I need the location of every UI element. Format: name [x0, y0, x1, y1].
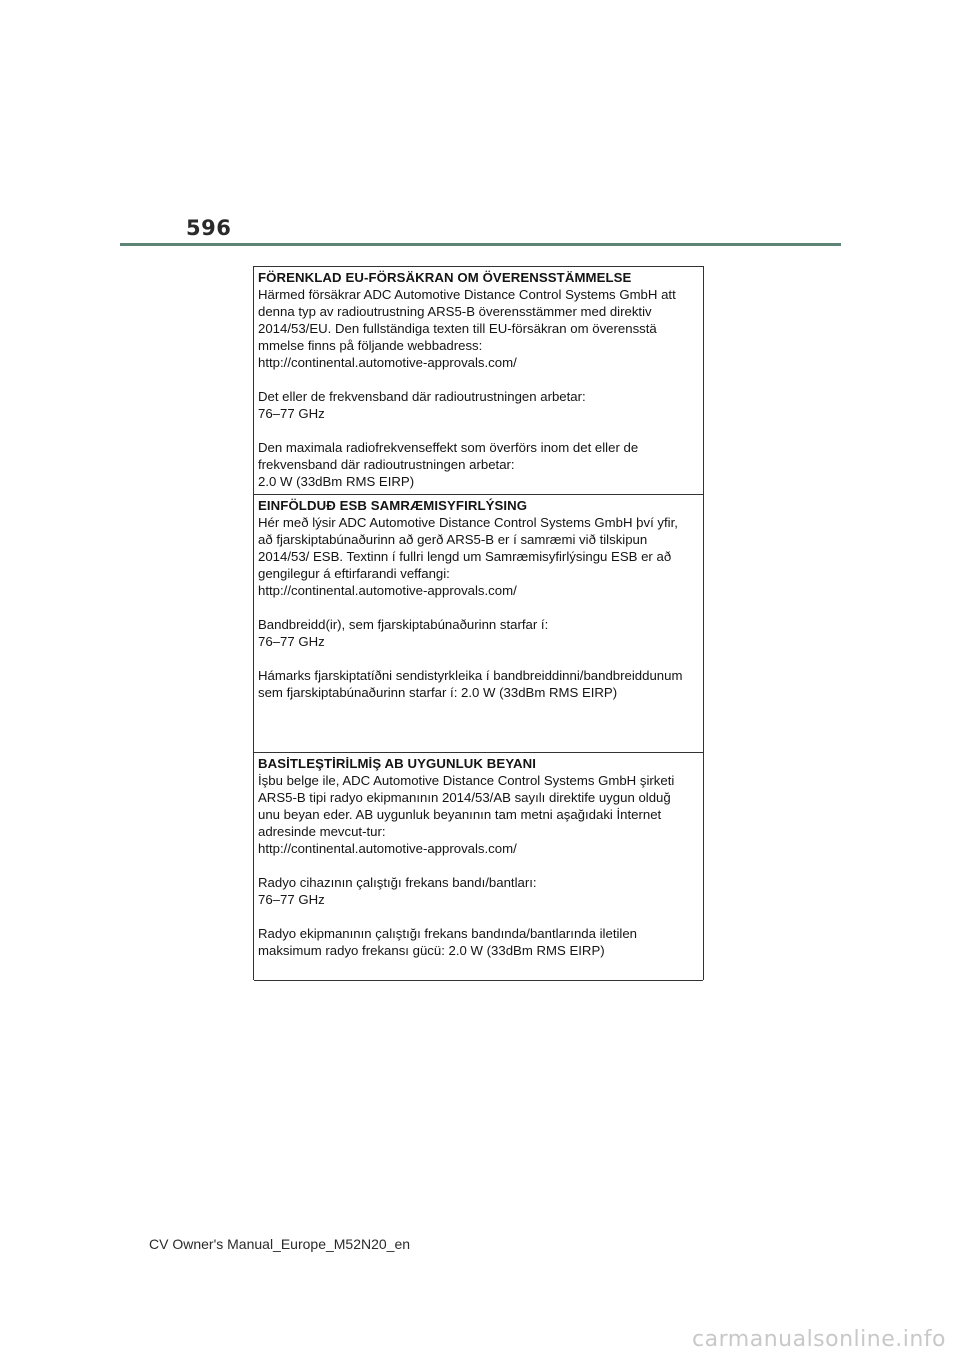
max-power: 2.0 W (33dBm RMS EIRP)	[258, 474, 415, 489]
section-line: mmelse finns på följande webbadress:	[258, 338, 483, 353]
spacer	[258, 908, 699, 925]
section-line: denna typ av radioutrustning ARS5-B överensstämmer med direktiv	[258, 304, 652, 319]
declaration-box	[253, 266, 704, 980]
declaration-section-turkish	[254, 753, 703, 981]
section-line: Det eller de frekvensband där radioutrustningen arbetar:	[258, 389, 586, 404]
spacer	[258, 422, 699, 439]
spacer	[258, 857, 699, 874]
footer-manual-name: CV Owner's Manual_Europe_M52N20_en	[149, 1236, 411, 1252]
spacer	[258, 650, 699, 667]
section-line: Radyo ekipmanının çalıştığı frekans bandında/bantlarında iletilen	[258, 926, 638, 941]
section-line: Hámarks fjarskiptatíðni sendistyrkleika í bandbreiddinni/bandbreiddunum	[258, 668, 683, 683]
section-line: gengilegur á eftirfarandi veffangi:	[258, 566, 450, 581]
section-line: ARS5-B tipi radyo ekipmanının 2014/53/AB sayılı direktife uygun olduğ	[258, 790, 671, 805]
frequency-band: 76–77 GHz	[258, 892, 325, 907]
spacer	[258, 371, 699, 388]
section-line: 2014/53/ ESB. Textinn í fullri lengd um Samræmisyfirlýsingu ESB er að	[258, 549, 672, 564]
section-line: Härmed försäkrar ADC Automotive Distance Control Systems GmbH att	[258, 287, 676, 302]
max-power: maksimum radyo frekansı gücü: 2.0 W (33dBm RMS EIRP)	[258, 943, 605, 958]
section-line: Den maximala radiofrekvenseffekt som överförs inom det eller de	[258, 440, 639, 455]
declaration-section-swedish	[254, 267, 703, 495]
section-line: İşbu belge ile, ADC Automotive Distance Control Systems GmbH şirketi	[258, 773, 675, 788]
header-rule	[120, 243, 841, 246]
section-line: Hér með lýsir ADC Automotive Distance Control Systems GmbH því yfir,	[258, 515, 678, 530]
section-heading: BASİTLEŞTİRİLMİŞ AB UYGUNLUK BEYANI	[258, 756, 537, 771]
section-line: Bandbreidd(ir), sem fjarskiptabúnaðurinn starfar í:	[258, 617, 549, 632]
approval-url: http://continental.automotive-approvals.com/	[258, 355, 517, 370]
section-line: Radyo cihazının çalıştığı frekans bandı/bantları:	[258, 875, 537, 890]
approval-url: http://continental.automotive-approvals.com/	[258, 583, 517, 598]
page-number: 596	[186, 216, 232, 240]
section-heading: FÖRENKLAD EU-FÖRSÄKRAN OM ÖVERENSSTÄMMELSE	[258, 270, 632, 285]
section-line: adresinde mevcut-tur:	[258, 824, 386, 839]
section-line: 2014/53/EU. Den fullständiga texten till EU-försäkran om överensstä	[258, 321, 657, 336]
section-line: unu beyan eder. AB uygunluk beyanının tam metni aşağıdaki İnternet	[258, 807, 662, 822]
spacer	[258, 599, 699, 616]
frequency-band: 76–77 GHz	[258, 406, 325, 421]
declaration-section-icelandic	[254, 495, 703, 753]
section-line: að fjarskiptabúnaðurinn að gerð ARS5-B er í samræmi við tilskipun	[258, 532, 648, 547]
section-heading: EINFÖLDUÐ ESB SAMRÆMISYFIRLÝSING	[258, 498, 528, 513]
frequency-band: 76–77 GHz	[258, 634, 325, 649]
max-power: sem fjarskiptabúnaðurinn starfar í: 2.0 W (33dBm RMS EIRP)	[258, 685, 618, 700]
approval-url: http://continental.automotive-approvals.com/	[258, 841, 517, 856]
watermark: carmanualsonline.info	[692, 1327, 946, 1352]
section-line: frekvensband där radioutrustningen arbetar:	[258, 457, 515, 472]
